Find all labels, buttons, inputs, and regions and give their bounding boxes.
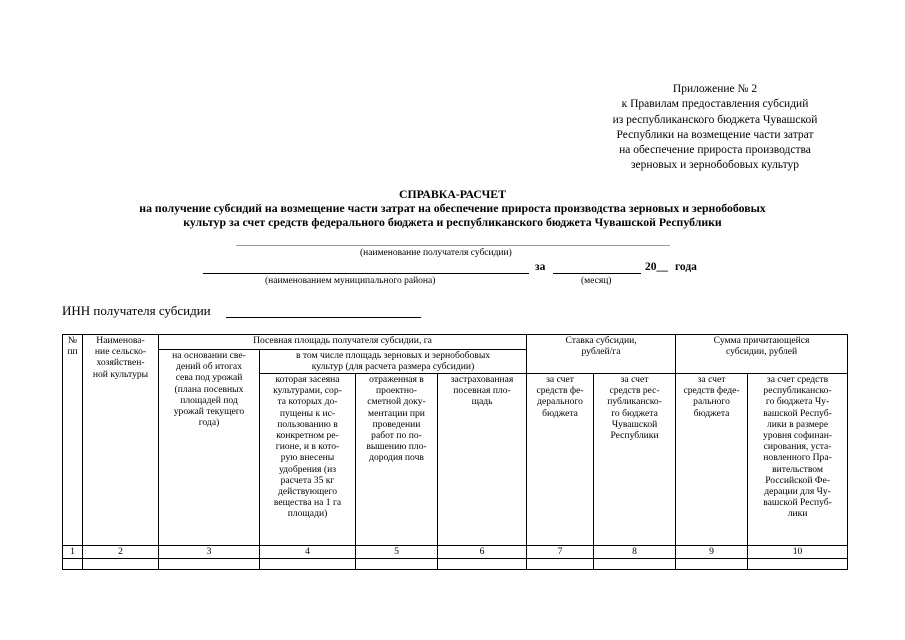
col-rate-republic-header: за счет средств рес- публиканско- го бюджета Чувашской Республики: [594, 374, 676, 546]
table-cell[interactable]: [260, 559, 356, 570]
grp-sum-header: Сумма причитающейся субсидии, рублей: [676, 335, 848, 374]
column-number: 1: [63, 546, 83, 559]
title-line-2: культур за счет средств федерального бюджета и республиканского бюджета Чувашской Республики: [183, 215, 722, 229]
column-number: 2: [83, 546, 159, 559]
recipient-caption: (наименование получателя субсидии): [360, 248, 512, 258]
column-number: 6: [438, 546, 527, 559]
year-suffix: года: [675, 261, 697, 273]
table-cell[interactable]: [63, 559, 83, 570]
column-number: 4: [260, 546, 356, 559]
table-cell[interactable]: [748, 559, 848, 570]
col-area-basis-header: на основании све- дений об итогах сева под урожай (плана посевных площадей под урожай текущего года): [159, 350, 260, 546]
column-number-row: [63, 546, 848, 559]
appendix-line: на обеспечение прироста производства: [619, 144, 811, 157]
col-area-design-header: отраженная в проектно- сметной доку- ментации при проведении работ по по- вышению пло- дородия почв: [356, 374, 438, 546]
appendix-line: к Правилам предоставления субсидий: [621, 98, 809, 111]
col-culture-header: Наименова- ние сельско- хозяйствен- ной культуры: [83, 335, 159, 546]
appendix-header: [575, 82, 855, 174]
column-number: 8: [594, 546, 676, 559]
month-line[interactable]: [553, 273, 641, 274]
subsidy-table: [62, 334, 848, 570]
table-cell[interactable]: [438, 559, 527, 570]
table-cell[interactable]: [676, 559, 748, 570]
document-title: [0, 187, 905, 229]
title-line-1: на получение субсидий на возмещение части затрат на обеспечение прироста производства зерновых и зернобобовых: [139, 201, 766, 215]
column-number: 9: [676, 546, 748, 559]
col-area-sown-header: которая засеяна культурами, сор- та которых до- пущены к ис- пользованию в конкретном ре- гионе, и в кото- рую внесены удобрения (из расчета 35 кг действующего вещества на 1 га площади): [260, 374, 356, 546]
col-rate-federal-header: за счет средств фе- дерального бюджета: [527, 374, 594, 546]
col-area-insured-header: застрахованная посевная пло- щадь: [438, 374, 527, 546]
table-cell[interactable]: [594, 559, 676, 570]
year-prefix: 20__: [645, 261, 668, 273]
grp-area-header: Посевная площадь получателя субсидии, га: [159, 335, 527, 350]
table-cell[interactable]: [356, 559, 438, 570]
za-label: за: [535, 261, 546, 273]
appendix-line: зерновых и зернобобовых культур: [631, 159, 799, 172]
column-number: 5: [356, 546, 438, 559]
grp-grain-area-header: в том числе площадь зерновых и зернобобовых культур (для расчета размера субсидии): [260, 350, 527, 374]
month-caption: (месяц): [581, 276, 612, 286]
column-number: 3: [159, 546, 260, 559]
table-cell[interactable]: [159, 559, 260, 570]
district-line[interactable]: [203, 273, 529, 274]
appendix-line: Приложение № 2: [672, 83, 758, 95]
table-cell[interactable]: [83, 559, 159, 570]
column-number: 7: [527, 546, 594, 559]
grp-rate-header: Ставка субсидии, рублей/га: [527, 335, 676, 374]
col-sum-republic-header: за счет средств республиканско- го бюджета Чу- вашской Респуб- лики в размере уровня софинан- сирования, уста- новленного Пра- вительством Российской Фе- дерации для Чу- вашской Респуб- лики: [748, 374, 848, 546]
table-row: [63, 559, 848, 570]
appendix-line: из республиканского бюджета Чувашской: [612, 113, 818, 126]
col-number-header: № пп: [63, 335, 83, 546]
col-sum-federal-header: за счет средств феде- рального бюджета: [676, 374, 748, 546]
title-main: СПРАВКА-РАСЧЕТ: [398, 187, 507, 201]
inn-field-line[interactable]: [226, 317, 421, 318]
table-cell[interactable]: [527, 559, 594, 570]
inn-label: ИНН получателя субсидии: [62, 303, 211, 318]
column-number: 10: [748, 546, 848, 559]
recipient-name-line[interactable]: [236, 245, 670, 246]
district-caption: (наименованием муниципального района): [265, 276, 436, 286]
appendix-line: Республики на возмещение части затрат: [616, 128, 814, 141]
